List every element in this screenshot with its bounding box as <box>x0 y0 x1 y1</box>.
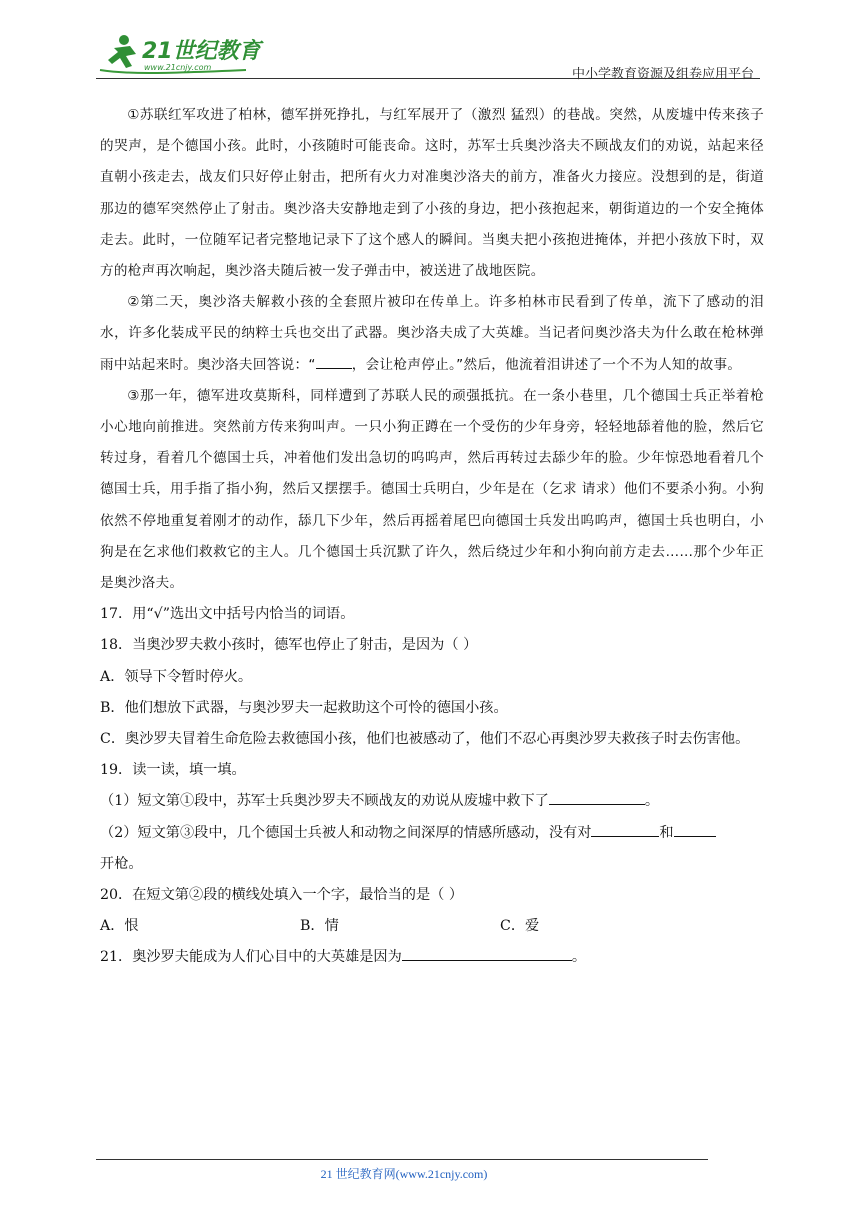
question-18-option-c: C．奥沙罗夫冒着生命危险去救德国小孩，他们也被感动了，他们不忍心再奥沙罗夫救孩子时去伤害他。 <box>100 731 750 748</box>
passage-blank <box>316 354 352 369</box>
question-18-option-b: B．他们想放下武器，与奥沙罗夫一起救助这个可怜的德国小孩。 <box>100 699 508 716</box>
question-19-part-2-end: 开枪。 <box>100 855 143 872</box>
question-21 <box>100 942 764 973</box>
header-divider <box>96 78 760 79</box>
question-20-option-c: C．爱 <box>500 918 540 935</box>
passage-paragraph-2-after: ，会让枪声停止。”然后，他流着泪讲述了一个不为人知的故事。 <box>351 356 742 373</box>
header-platform-text: 中小学教育资源及组卷应用平台 <box>571 66 754 81</box>
site-logo <box>96 30 266 78</box>
question-18: 18．当奥沙罗夫救小孩时，德军也停止了射击，是因为（ ） <box>100 637 478 654</box>
runner-logo-icon <box>96 30 266 78</box>
question-21-before: 21．奥沙罗夫能成为人们心目中的大英雄是因为 <box>100 949 402 966</box>
page-header <box>96 30 760 80</box>
question-20-option-a: A．恨 <box>100 918 139 935</box>
answer-blank <box>591 821 659 836</box>
passage-paragraph-3: ③那一年，德军进攻莫斯科，同样遭到了苏联人民的顽强抵抗。在一条小巷里，几个德国士兵正举着枪小心地向前推进。突然前方传来狗叫声。一只小狗正蹲在一个受伤的少年身旁，轻轻地舔着他的脸，然后它转过身，看着几个德国士兵，冲着他们发出急切的呜呜声，然后再转过去舔少年的脸。少年惊恐地看着几个德国士兵，用手指了指小狗，然后又摆摆手。德国士兵明白，少年是在（乞求 请求）他们不要杀小狗。小狗依然不停地重复着刚才的动作，舔几下少年，然后再摇着尾巴向德国士兵发出呜呜声，德国士兵也明白，小狗是在乞求他们救救它的主人。几个德国士兵沉默了许久，然后绕过少年和小狗向前方走去……那个少年正是奥沙洛夫。 <box>100 387 764 592</box>
answer-blank <box>549 790 645 805</box>
answer-blank <box>674 821 716 836</box>
question-19-part-1-after: 。 <box>644 793 660 810</box>
question-20-option-b: B．情 <box>300 918 339 935</box>
question-19: 19．读一读，填一填。 <box>100 762 246 779</box>
question-20-options <box>100 911 764 942</box>
logo-url-text: www.21cnjy.com <box>144 63 212 72</box>
question-19-part-1-before: （1）短文第①段中，苏军士兵奥沙罗夫不顾战友的劝说从废墟中救下了 <box>100 793 549 810</box>
logo-text: 21世纪教育 <box>142 39 261 64</box>
page-footer: 21 世纪教育网(www.21cnjy.com) <box>320 1167 488 1181</box>
footer-divider <box>96 1159 708 1160</box>
passage-paragraph-2 <box>100 287 764 381</box>
answer-blank <box>402 946 572 961</box>
question-18-option-a: A．领导下令暂时停火。 <box>100 668 253 685</box>
question-20: 20．在短文第②段的横线处填入一个字，最恰当的是（ ） <box>100 887 464 904</box>
question-19-part-2 <box>100 818 764 849</box>
passage-paragraph-1: ①苏联红军攻进了柏林，德军拼死挣扎，与红军展开了（激烈 猛烈）的巷战。突然，从废墟中传来孩子的哭声，是个德国小孩。此时，小孩随时可能丧命。这时，苏军士兵奥沙洛夫不顾战友们的劝说，站起来径直朝小孩走去，战友们只好停止射击，把所有火力对准奥沙洛夫的前方，准备火力接应。没想到的是，街道那边的德军突然停止了射击。奥沙洛夫安静地走到了小孩的身边，把小孩抱起来，朝街道边的一个安全掩体走去。此时，一位随军记者完整地记录下了这个感人的瞬间。当奥夫把小孩抱进掩体，并把小孩放下时，双方的枪声再次响起，奥沙洛夫随后被一发子弹击中，被送进了战地医院。 <box>100 107 764 280</box>
question-19-part-1 <box>100 786 764 817</box>
question-17: 17．用“√”选出文中括号内恰当的词语。 <box>100 606 355 623</box>
question-19-part-2-mid: 和 <box>659 824 674 841</box>
question-19-part-2-before: （2）短文第③段中，几个德国士兵被人和动物之间深厚的情感所感动，没有对 <box>100 824 592 841</box>
document-content <box>100 100 764 974</box>
question-21-after: 。 <box>571 949 587 966</box>
passage-paragraph-2-before: ②第二天，奥沙洛夫解救小孩的全套照片被印在传单上。许多柏林市民看到了传单，流下了感动的泪水，许多化装成平民的纳粹士兵也交出了武器。奥沙洛夫成了大英雄。当记者问奥沙洛夫为什么敢在枪林弹雨中站起来时。奥沙洛夫回答说：“ <box>100 294 764 373</box>
